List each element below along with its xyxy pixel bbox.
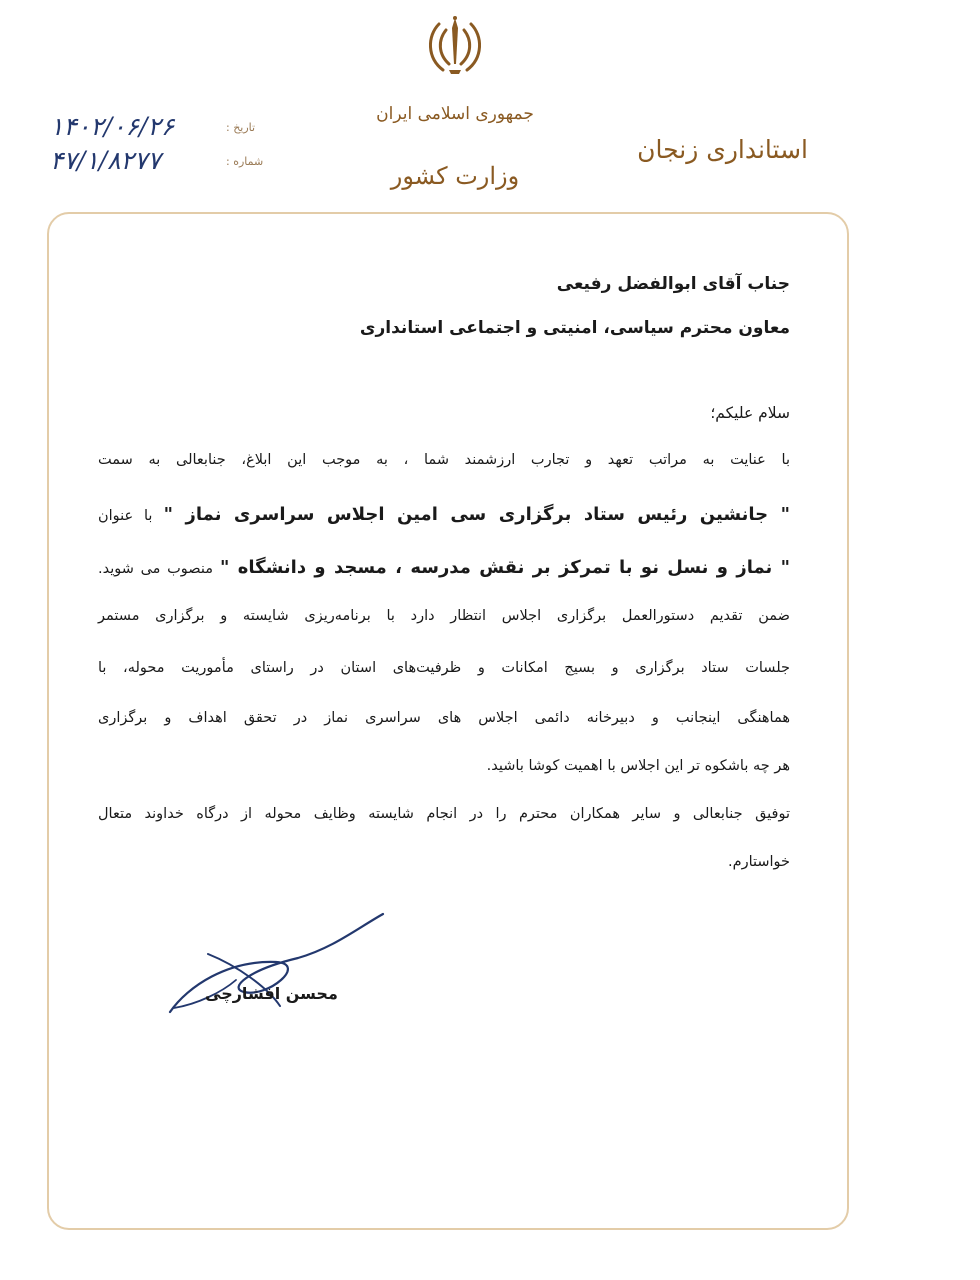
number-row [50,146,264,180]
conference-theme: " نماز و نسل نو با تمرکز بر نقش مدرسه ، مسجد و دانشگاه " [220,557,791,578]
closing-line-1: توفیق جنابعالی و سایر همکاران محترم را در انجام شایسته وظایف محوله از درگاه خداوند متعال [98,806,790,822]
iran-emblem-icon [425,14,485,80]
closing-line-2: خواستارم. [727,854,790,870]
republic-title: جمهوری اسلامی ایران [376,104,534,124]
signer-name: محسن افشارچی [205,984,338,1003]
body-line-2 [98,504,790,525]
appointment-title: " جانشین رئیس ستاد برگزاری سی امین اجلاس سراسری نماز " [163,504,791,525]
body-line-7: هر چه باشکوه تر این اجلاس با اهمیت کوشا باشید. [486,758,790,774]
body-line-1: با عنایت به مراتب تعهد و تجارب ارزشمند شما ، به موجب این ابلاغ، جنابعالی به سمت [98,452,790,468]
body-line-3 [98,557,790,578]
date-value: ۱۴۰۲/۰۶/۲۶ [50,112,175,141]
date-label: تاریخ : [226,121,256,134]
recipient-title: معاون محترم سیاسی، امنیتی و اجتماعی استانداری [359,318,790,338]
appointment-suffix: با عنوان [98,508,153,524]
body-line-6: هماهنگی اینجانب و دبیرخانه دائمی اجلاس های سراسری نماز در تحقق اهداف و برگزاری [98,710,790,726]
letter-meta [50,112,264,180]
recipient-name: جناب آقای ابوالفضل رفیعی [556,274,790,294]
appointment-end: منصوب می شوید. [98,561,213,577]
ministry-title: وزارت کشور [390,162,520,190]
number-value: ۴۷/۱/۸۲۷۷ [50,146,161,175]
body-line-5: جلسات ستاد برگزاری و بسیج امکانات و ظرفیت‌های استان در راستای مأموریت محوله، با [98,660,790,676]
body-line-4: ضمن تقدیم دستورالعمل برگزاری اجلاس انتظار دارد با برنامه‌ریزی شایسته و برگزاری مستمر [98,608,790,624]
number-label: شماره : [226,155,264,168]
governorate-title: استانداری زنجان [637,135,808,164]
handwritten-signature [158,908,388,1028]
greeting: سلام علیکم؛ [710,404,790,422]
letterhead-emblem-block [370,14,540,194]
date-row [50,112,256,146]
